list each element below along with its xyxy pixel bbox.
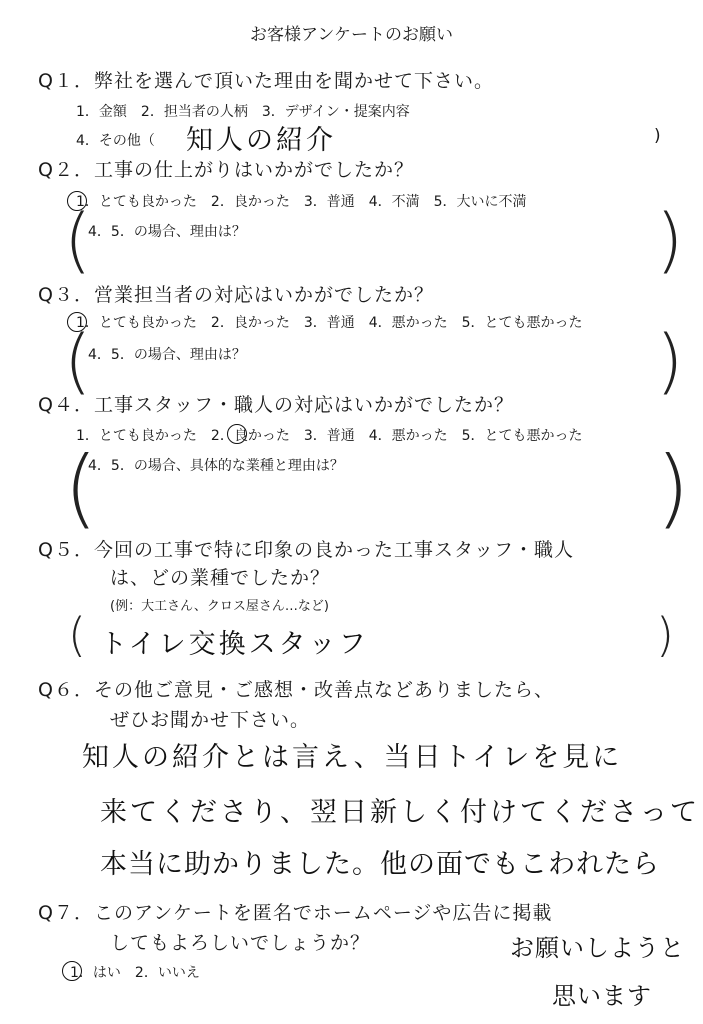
q1-other-label: 4．その他（ (76, 133, 155, 149)
q1-other-answer: 知人の紹介 (186, 125, 336, 156)
q4-options: 1．とても良かった 2．良かった 3．普通 4．悪かった 5．とても悪かった (76, 428, 583, 444)
q6-answer-line2: 来てくださり、翌日新しく付けてくださって (100, 797, 700, 828)
q1-options: 1．金額 2．担当者の人柄 3．デザイン・提案内容 (76, 104, 410, 120)
q3-options: 1．とても良かった 2．良かった 3．普通 4．悪かった 5．とても悪かった (76, 315, 583, 331)
q4-reason-label: 4．5．の場合、具体的な業種と理由は？ (88, 458, 344, 474)
q5-answer: トイレ交換スタッフ (100, 629, 369, 660)
q2-reason-label: 4．5．の場合、理由は？ (88, 224, 246, 240)
q5-example: (例：大工さん、クロス屋さん…など) (110, 599, 329, 614)
q4-close-paren: ) (656, 438, 690, 538)
q7-handwritten-line2: 思います (552, 982, 652, 1010)
q3-open-paren: ( (64, 320, 92, 402)
q4-open-paren: ( (64, 438, 98, 538)
q7-question-line2: してもよろしいでしょうか？ (110, 932, 371, 954)
q4-question: Q４．工事スタッフ・職人の対応はいかがでしたか？ (38, 394, 514, 416)
q2-options: 1．とても良かった 2．良かった 3．普通 4．不満 5．大いに不満 (76, 194, 527, 210)
q6-answer-line1: 知人の紹介とは言え、当日トイレを見に (82, 742, 623, 773)
q5-open-paren: ( (68, 608, 86, 662)
q6-answer-line3: 本当に助かりました。他の面でもこわれたら (100, 849, 660, 880)
q1-close-paren: ) (654, 126, 661, 146)
q6-question-line2: ぜひお聞かせ下さい。 (110, 709, 311, 731)
q5-question-line2: は、どの業種でしたか？ (110, 567, 331, 589)
q7-options: 1．はい 2．いいえ (70, 965, 200, 981)
q3-question: Q３．営業担当者の対応はいかがでしたか？ (38, 284, 434, 306)
q2-open-paren: ( (64, 199, 92, 281)
q1-question: Q１．弊社を選んで頂いた理由を聞かせて下さい。 (38, 70, 494, 92)
q3-reason-label: 4．5．の場合、理由は？ (88, 347, 246, 363)
q3-close-paren: ) (656, 320, 684, 402)
q7-question-line1: Q７．このアンケートを匿名でホームページや広告に掲載 (38, 902, 553, 924)
q5-question-line1: Q５．今回の工事で特に印象の良かった工事スタッフ・職人 (38, 539, 574, 561)
q2-question: Q２．工事の仕上がりはいかがでしたか？ (38, 159, 414, 181)
q7-handwritten-line1: お願いしようと (510, 934, 685, 962)
q2-close-paren: ) (656, 199, 684, 281)
survey-title: お客様アンケートのお願い (250, 25, 453, 45)
q5-close-paren: ) (656, 608, 674, 662)
q6-question-line1: Q６．その他ご意見・ご感想・改善点などありましたら、 (38, 679, 554, 701)
